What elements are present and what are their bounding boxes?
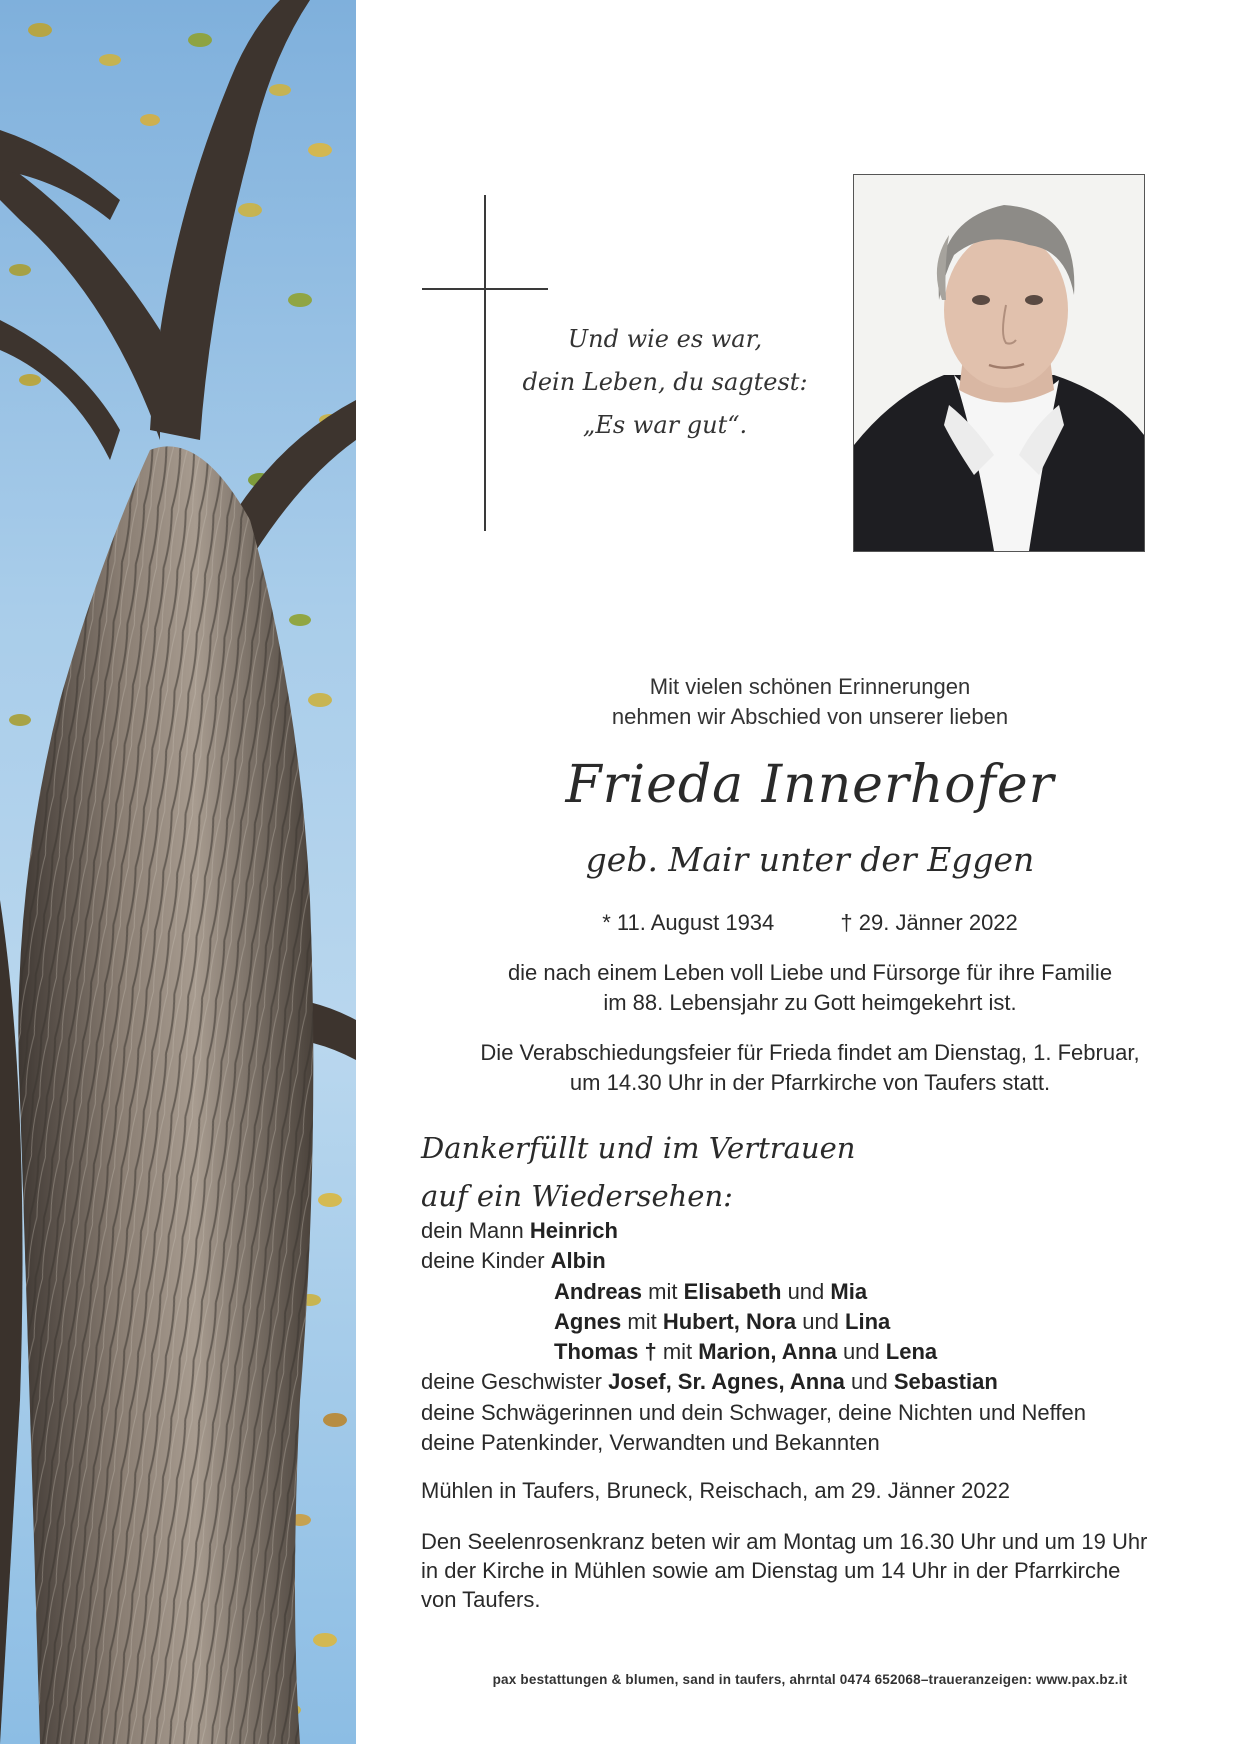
rosary-line: von Taufers.	[421, 1587, 541, 1612]
ceremony-text-line: um 14.30 Uhr in der Pfarrkirche von Taufers statt.	[569, 1070, 1051, 1095]
cross-vertical-bar	[484, 195, 486, 531]
life-text-line: die nach einem Leben voll Liebe und Fürsorge für ihre Familie	[507, 960, 1113, 985]
birth-name: geb. Mair unter der Eggen	[585, 840, 1035, 879]
death-date: † 29. Jänner 2022	[840, 910, 1018, 935]
portrait-illustration	[854, 175, 1144, 551]
tree-photo	[0, 0, 356, 1744]
deceased-name: Frieda Innerhofer	[565, 755, 1055, 815]
family-row-in-laws: deine Schwägerinnen und dein Schwager, deine Nichten und Neffen	[421, 1399, 1086, 1425]
family-connector: mit	[662, 1339, 693, 1365]
family-connector: und	[842, 1339, 880, 1365]
rosary-line: in der Kirche in Mühlen sowie am Dienstag um 14 Uhr in der Pfarrkirche	[421, 1558, 1121, 1583]
gratitude-line: Dankerfüllt und im Vertrauen	[421, 1131, 856, 1165]
place-date: Mühlen in Taufers, Bruneck, Reischach, am 29. Jänner 2022	[421, 1478, 1011, 1503]
life-text	[380, 958, 1240, 1018]
family-row-child	[421, 1307, 1221, 1337]
family-row-siblings	[421, 1367, 1221, 1397]
family-connector: mit	[627, 1308, 657, 1334]
intro-text	[380, 672, 1240, 732]
family-list	[421, 1216, 1221, 1458]
gratitude-heading	[421, 1124, 1201, 1220]
poem-line: „Es war gut“.	[582, 411, 748, 439]
portrait-photo	[853, 174, 1145, 552]
cross-horizontal-bar	[422, 288, 548, 290]
family-connector: und	[787, 1278, 825, 1304]
family-connector: mit	[648, 1278, 678, 1304]
family-name: Hubert, Nora	[662, 1308, 797, 1334]
family-prefix: dein Mann	[421, 1218, 524, 1243]
family-connector: und	[851, 1369, 888, 1395]
rosary-text	[421, 1527, 1161, 1614]
intro-line: Mit vielen schönen Erinnerungen	[649, 674, 971, 699]
birth-date: * 11. August 1934	[602, 910, 775, 935]
family-row-child	[421, 1277, 1221, 1307]
tree-illustration	[0, 0, 356, 1744]
family-name: Mia	[830, 1278, 868, 1304]
footer-funeral-home: pax bestattungen & blumen, sand in taufers, ahrntal 0474 652068–traueranzeigen: www.pax.bz.it	[492, 1672, 1128, 1687]
family-prefix: deine Kinder	[421, 1248, 545, 1274]
life-text-line: im 88. Lebensjahr zu Gott heimgekehrt ist.	[603, 990, 1017, 1015]
ceremony-text	[380, 1038, 1240, 1098]
family-row-child	[421, 1337, 1221, 1367]
poem-line: dein Leben, du sagtest:	[522, 368, 808, 396]
family-name: Thomas †	[554, 1339, 657, 1365]
family-row-husband	[421, 1216, 1221, 1246]
poem-line: Und wie es war,	[567, 325, 763, 353]
family-name: Marion, Anna	[698, 1339, 837, 1365]
family-name: Lena	[885, 1339, 938, 1365]
family-name: Andreas	[554, 1278, 643, 1304]
intro-line: nehmen wir Abschied von unserer lieben	[611, 704, 1009, 729]
family-name: Albin	[550, 1248, 606, 1274]
family-row-children	[421, 1246, 1221, 1276]
family-name: Lina	[845, 1308, 891, 1334]
family-connector: und	[802, 1308, 839, 1334]
gratitude-line: auf ein Wiedersehen:	[421, 1179, 733, 1213]
family-name: Sebastian	[893, 1369, 998, 1395]
family-name: Agnes	[554, 1308, 622, 1334]
ceremony-text-line: Die Verabschiedungsfeier für Frieda findet am Dienstag, 1. Februar,	[480, 1040, 1140, 1065]
family-name: Elisabeth	[683, 1278, 782, 1304]
poem	[500, 318, 830, 447]
life-dates	[380, 908, 1240, 938]
family-name: Heinrich	[529, 1218, 618, 1243]
rosary-line: Den Seelenrosenkranz beten wir am Montag um 16.30 Uhr und um 19 Uhr	[421, 1529, 1148, 1554]
family-row-others: deine Patenkinder, Verwandten und Bekannten	[421, 1430, 880, 1456]
family-name: Josef, Sr. Agnes, Anna	[608, 1369, 845, 1395]
family-prefix: deine Geschwister	[421, 1369, 602, 1395]
